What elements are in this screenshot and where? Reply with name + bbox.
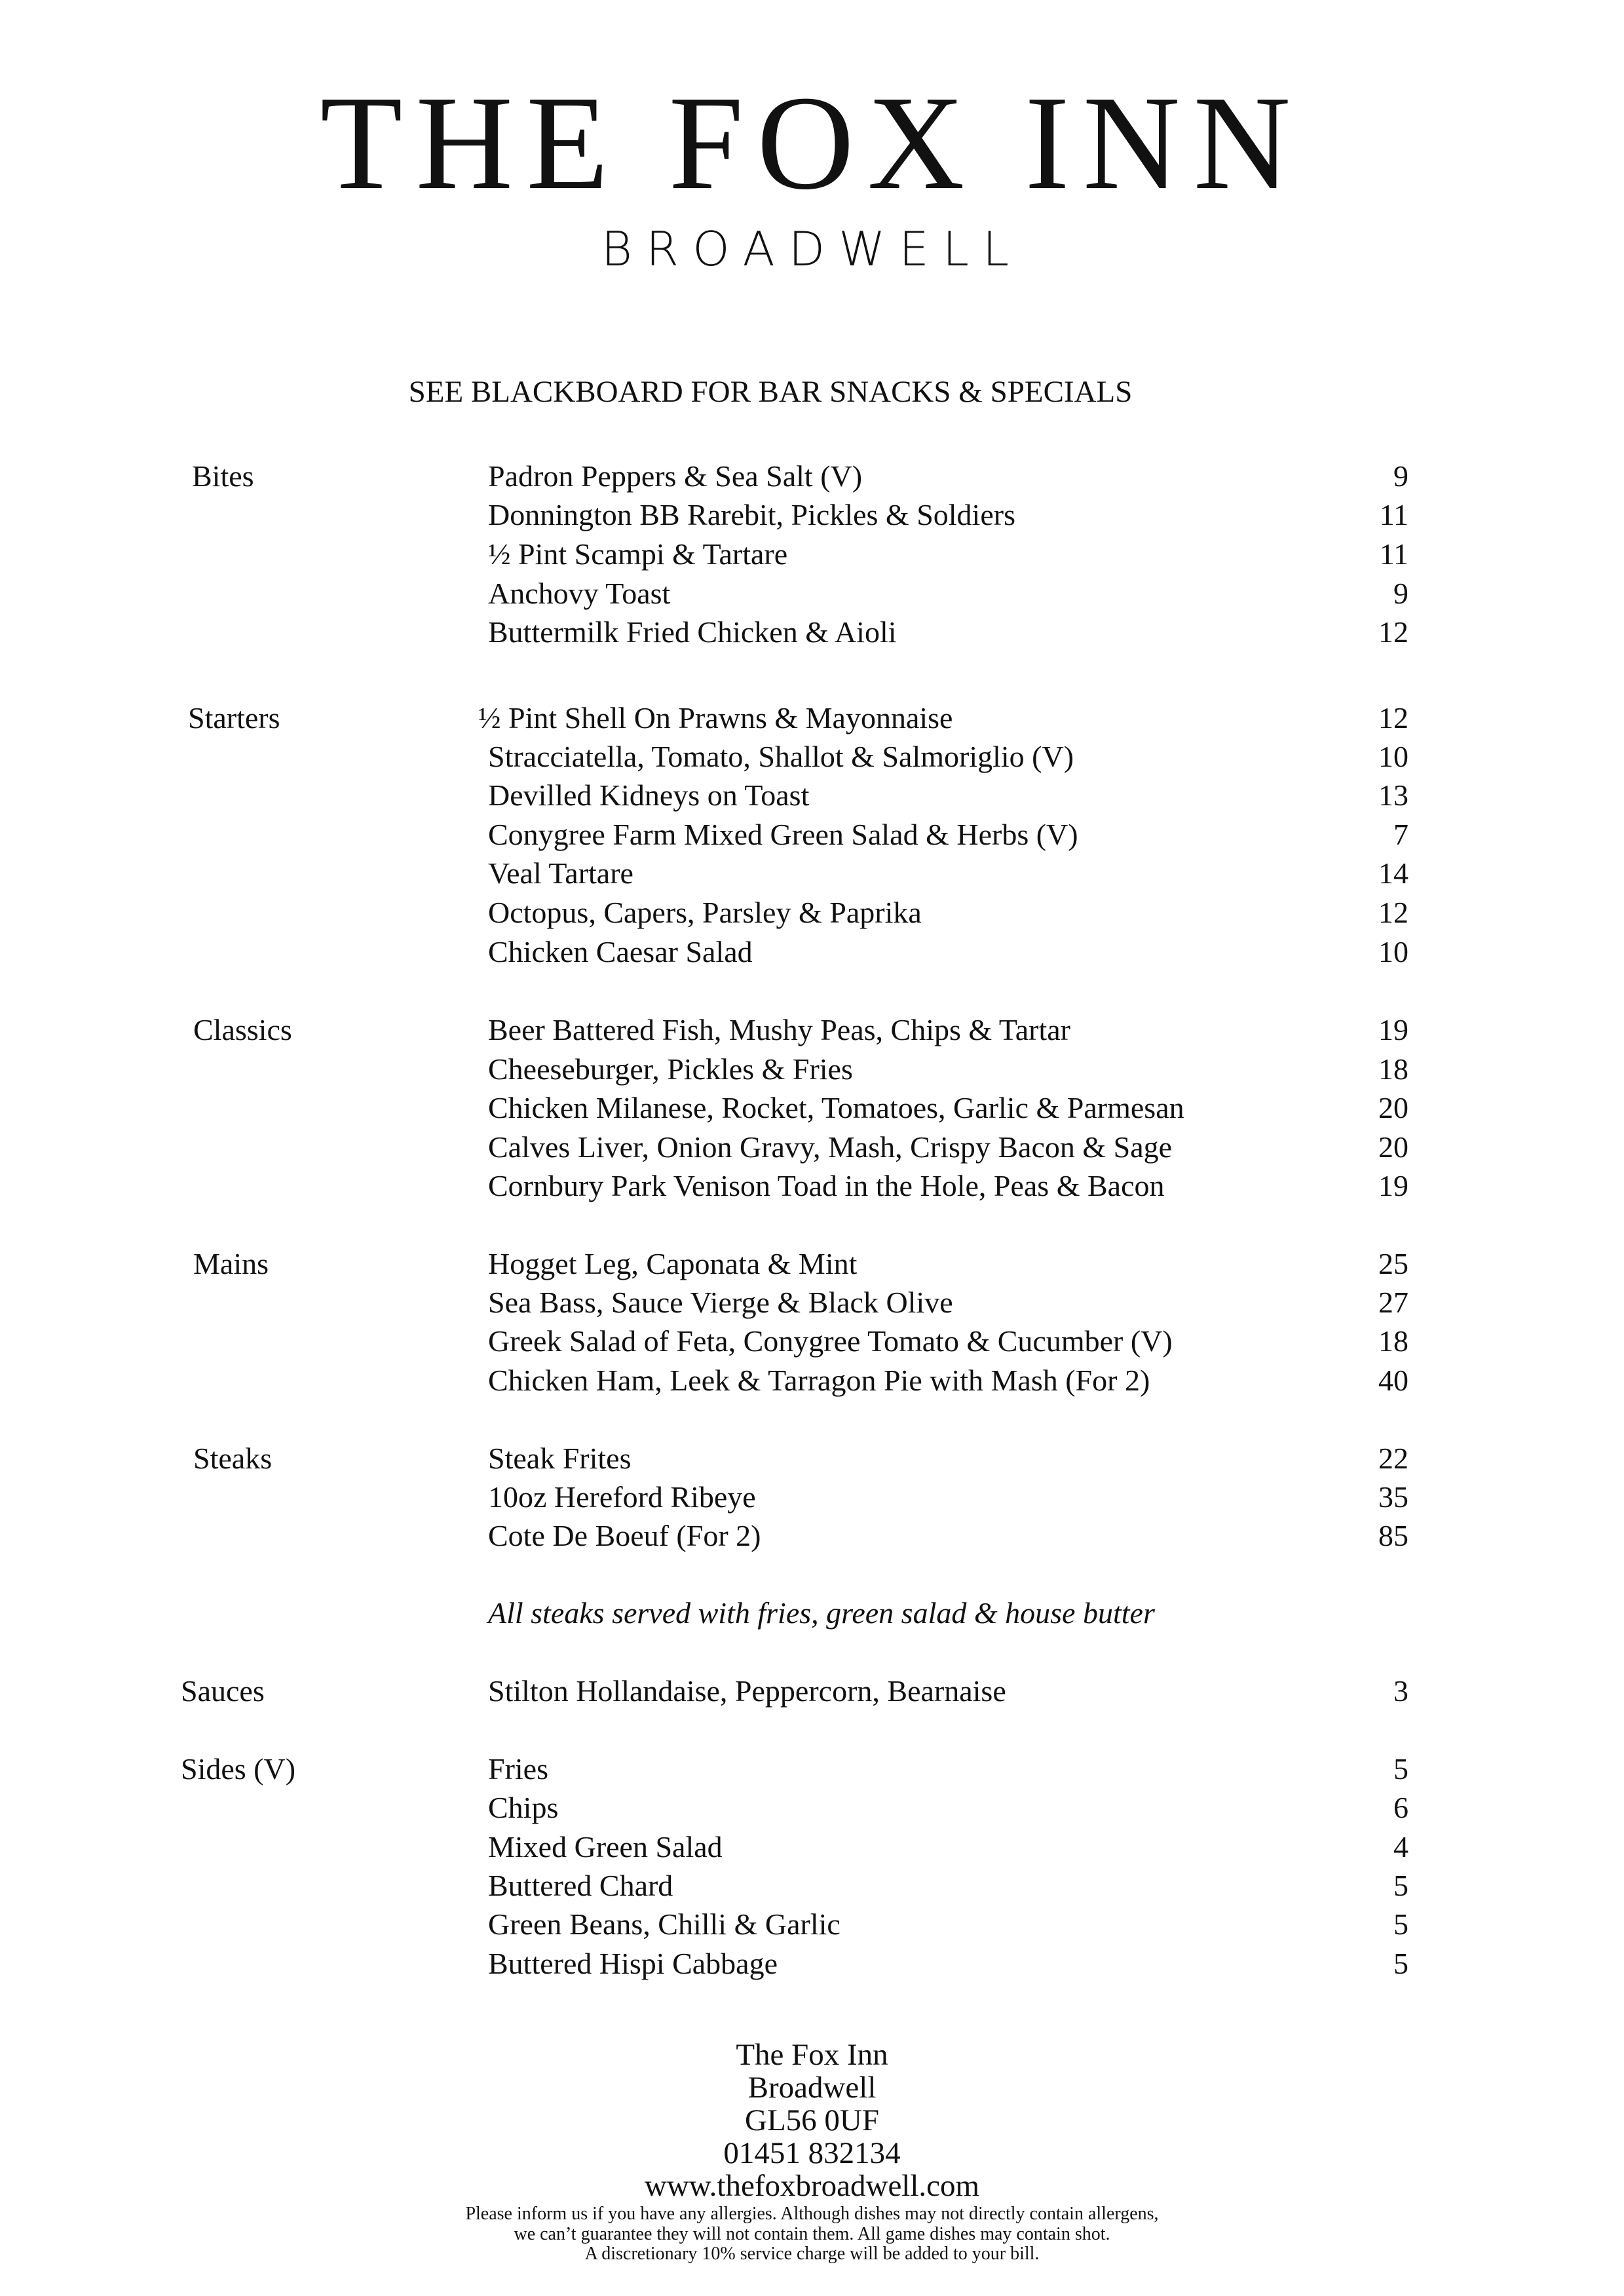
footer-postcode: GL56 0UF [745, 2103, 879, 2137]
menu-item: Cote De Boeuf (For 2) [488, 1519, 761, 1552]
menu-price: 11 [1379, 498, 1408, 531]
service-charge-notice: A discretionary 10% service charge will be added to your bill. [584, 2244, 1040, 2264]
menu-item: Chips [488, 1791, 559, 1824]
menu-item: 10oz Hereford Ribeye [488, 1480, 756, 1514]
menu-price: 6 [1393, 1791, 1408, 1824]
footer-phone: 01451 832134 [723, 2136, 901, 2170]
menu-item: Green Beans, Chilli & Garlic [488, 1907, 840, 1941]
menu-item: Stilton Hollandaise, Peppercorn, Bearnaise [488, 1674, 1006, 1708]
restaurant-title: THE FOX INN [320, 67, 1304, 218]
menu-price: 11 [1379, 537, 1408, 571]
menu-price: 5 [1393, 1947, 1408, 1980]
menu-price: 9 [1393, 459, 1408, 493]
menu-price: 9 [1393, 577, 1408, 610]
menu-price: 27 [1378, 1286, 1408, 1319]
menu-item: Anchovy Toast [488, 577, 671, 610]
menu-item: Mixed Green Salad [488, 1830, 723, 1864]
menu-price: 85 [1378, 1519, 1408, 1552]
category-steaks: Steaks [193, 1442, 273, 1475]
menu-price: 14 [1378, 856, 1408, 890]
menu-item: Octopus, Capers, Parsley & Paprika [488, 896, 922, 929]
menu-price: 19 [1378, 1169, 1408, 1202]
menu-item: ½ Pint Scampi & Tartare [488, 537, 788, 571]
menu-item: Padron Peppers & Sea Salt (V) [488, 459, 863, 493]
menu-item: Veal Tartare [488, 856, 633, 890]
category-bites: Bites [192, 459, 254, 493]
menu-item: Stracciatella, Tomato, Shallot & Salmoriglio (V) [488, 740, 1074, 773]
menu-item: Chicken Milanese, Rocket, Tomatoes, Garlic & Parmesan [488, 1091, 1184, 1124]
menu-item: Beer Battered Fish, Mushy Peas, Chips & Tartar [488, 1013, 1070, 1046]
menu-price: 40 [1378, 1364, 1408, 1397]
specials-notice: SEE BLACKBOARD FOR BAR SNACKS & SPECIALS [408, 375, 1133, 409]
menu-price: 12 [1378, 701, 1408, 735]
menu-price: 12 [1378, 615, 1408, 649]
menu-item: ½ Pint Shell On Prawns & Mayonnaise [478, 701, 953, 735]
menu-price: 3 [1393, 1674, 1408, 1708]
menu-item: Fries [488, 1752, 548, 1786]
menu-price: 20 [1378, 1091, 1408, 1124]
menu-item: Conygree Farm Mixed Green Salad & Herbs (V) [488, 818, 1078, 851]
menu-price: 20 [1378, 1130, 1408, 1164]
menu-item: Steak Frites [488, 1442, 632, 1475]
menu-item: Buttered Chard [488, 1869, 673, 1902]
menu-price: 5 [1393, 1907, 1408, 1941]
menu-price: 5 [1393, 1869, 1408, 1902]
menu-price: 13 [1378, 778, 1408, 812]
category-starters: Starters [188, 701, 280, 735]
category-mains: Mains [193, 1247, 269, 1280]
allergy-notice-line-2: we can’t guarantee they will not contain them. All game dishes may contain shot. [514, 2224, 1110, 2244]
menu-price: 4 [1393, 1830, 1408, 1864]
menu-item: Buttered Hispi Cabbage [488, 1947, 778, 1980]
menu-item: Buttermilk Fried Chicken & Aioli [488, 615, 897, 649]
footer-website[interactable]: www.thefoxbroadwell.com [644, 2169, 980, 2203]
menu-price: 18 [1378, 1324, 1408, 1358]
menu-price: 7 [1393, 818, 1408, 851]
menu-item: Chicken Caesar Salad [488, 935, 753, 968]
menu-item: Sea Bass, Sauce Vierge & Black Olive [488, 1286, 953, 1319]
category-classics: Classics [193, 1013, 292, 1046]
category-sauces: Sauces [181, 1674, 265, 1708]
menu-item: Cornbury Park Venison Toad in the Hole, Peas & Bacon [488, 1169, 1165, 1202]
menu-price: 12 [1378, 896, 1408, 929]
menu-price: 10 [1378, 935, 1408, 968]
menu-price: 25 [1378, 1247, 1408, 1280]
menu-price: 22 [1378, 1442, 1408, 1475]
menu-item: Donnington BB Rarebit, Pickles & Soldiers [488, 498, 1015, 531]
steaks-note: All steaks served with fries, green salad & house butter [488, 1596, 1155, 1630]
menu-item: Cheeseburger, Pickles & Fries [488, 1052, 853, 1086]
footer-name: The Fox Inn [736, 2038, 888, 2072]
menu-price: 10 [1378, 740, 1408, 773]
menu-item: Greek Salad of Feta, Conygree Tomato & Cucumber (V) [488, 1324, 1173, 1358]
menu-item: Chicken Ham, Leek & Tarragon Pie with Mash (For 2) [488, 1364, 1150, 1397]
menu-item: Calves Liver, Onion Gravy, Mash, Crispy Bacon & Sage [488, 1130, 1173, 1164]
restaurant-location: BROADWELL [601, 221, 1023, 277]
menu-price: 35 [1378, 1480, 1408, 1514]
menu-price: 19 [1378, 1013, 1408, 1046]
menu-item: Hogget Leg, Caponata & Mint [488, 1247, 858, 1280]
allergy-notice-line-1: Please inform us if you have any allergies. Although dishes may not directly contain allergens, [465, 2204, 1159, 2224]
footer-town: Broadwell [747, 2071, 877, 2105]
category-sides: Sides (V) [181, 1752, 296, 1786]
menu-price: 18 [1378, 1052, 1408, 1086]
menu-item: Devilled Kidneys on Toast [488, 778, 810, 812]
menu-price: 5 [1393, 1752, 1408, 1786]
